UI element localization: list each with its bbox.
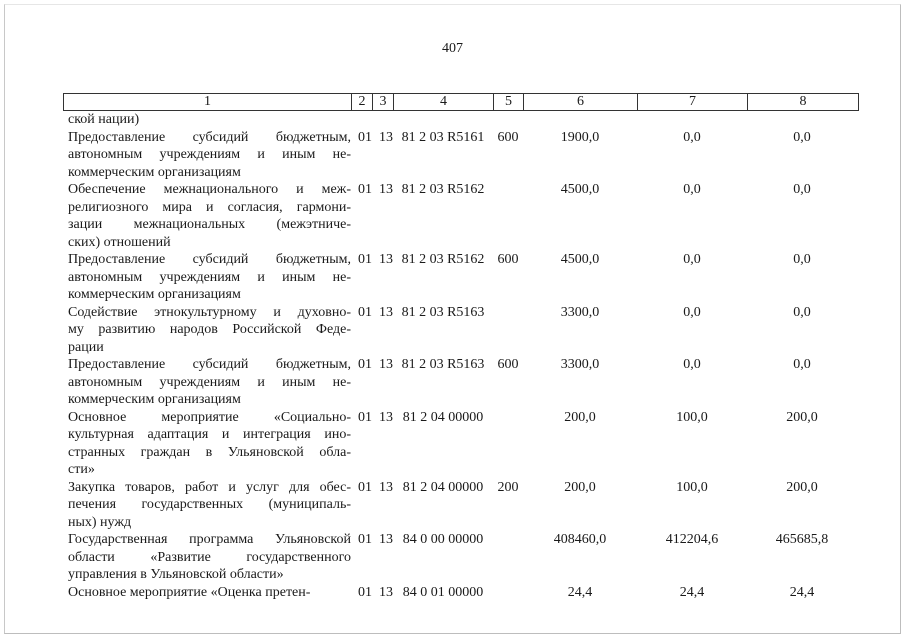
amount-col-6: 1900,0 <box>560 129 600 145</box>
amount-col-8: 0,0 <box>793 304 811 320</box>
amount-col-8: 465685,8 <box>775 532 829 547</box>
description-line: му развитию народов Российской Феде- <box>68 322 351 337</box>
amount-col-8: 24,4 <box>789 584 815 600</box>
expense-type-code <box>493 531 523 584</box>
description-line: странных граждан в Ульяновской обла- <box>68 444 351 460</box>
section-code: 01 <box>358 304 372 320</box>
subsection-code <box>372 111 393 129</box>
subsection-code: 13 <box>379 357 393 372</box>
amount-col-7: 0,0 <box>683 304 701 320</box>
description-line: ских) отношений <box>68 234 171 250</box>
amount-col-7: 412204,6 <box>665 532 719 547</box>
row-description <box>63 304 351 357</box>
description-line: Предоставление субсидий бюджетным, <box>68 129 351 145</box>
target-article-code: 81 2 03 R5162 <box>401 182 485 197</box>
table-row <box>63 531 857 584</box>
target-article-code: 84 0 00 00000 <box>402 532 484 547</box>
row-description <box>63 409 351 479</box>
amount-col-6: 4500,0 <box>560 182 600 197</box>
expense-type-code <box>493 181 523 251</box>
target-article-code: 81 2 03 R5161 <box>401 129 485 145</box>
expense-type-code <box>493 304 523 357</box>
section-code: 01 <box>358 479 372 495</box>
target-article-code: 81 2 04 00000 <box>402 409 484 425</box>
description-line: коммерческим организациям <box>68 392 241 407</box>
amount-col-8: 0,0 <box>793 252 811 267</box>
subsection-code: 13 <box>379 252 393 267</box>
table-row <box>63 181 857 251</box>
description-line: религиозного мира и согласия, гармони- <box>68 199 351 215</box>
section-code: 01 <box>358 584 372 600</box>
amount-col-7: 100,0 <box>676 409 708 425</box>
row-description <box>63 584 351 602</box>
amount-col-6: 200,0 <box>564 479 596 495</box>
expense-type-code: 200 <box>497 479 519 495</box>
description-line: Закупка товаров, работ и услуг для обес- <box>68 479 351 495</box>
row-description <box>63 356 351 409</box>
target-article-code: 81 2 03 R5163 <box>401 357 485 372</box>
description-line: коммерческим организациям <box>68 287 241 302</box>
amount-col-6: 4500,0 <box>560 252 600 267</box>
amount-col-6: 24,4 <box>567 584 593 600</box>
row-description <box>63 181 351 251</box>
row-description <box>63 479 351 532</box>
section-code: 01 <box>358 409 372 425</box>
expense-type-code <box>493 111 523 129</box>
description-line: Предоставление субсидий бюджетным, <box>68 252 351 267</box>
amount-col-6: 408460,0 <box>553 532 607 547</box>
subsection-code: 13 <box>379 182 393 197</box>
amount-col-8: 0,0 <box>793 357 811 372</box>
table-body <box>63 111 857 601</box>
description-line: Основное мероприятие «Оценка претен- <box>68 584 311 600</box>
subsection-code: 13 <box>379 304 393 320</box>
header-col-8: 8 <box>799 94 807 109</box>
target-article-code: 81 2 03 R5163 <box>401 304 485 320</box>
subsection-code: 13 <box>379 532 393 547</box>
header-col-6: 6 <box>524 94 638 110</box>
amount-col-6: 3300,0 <box>560 304 600 320</box>
amount-col-8 <box>747 111 857 129</box>
section-code: 01 <box>358 182 372 197</box>
expense-type-code <box>493 409 523 479</box>
description-line: автономным учреждениям и иным не- <box>68 269 351 285</box>
page-number: 407 <box>442 41 463 56</box>
description-line: сти» <box>68 462 95 477</box>
description-line: управления в Ульяновской области» <box>68 567 284 582</box>
amount-col-7: 24,4 <box>679 584 705 600</box>
header-col-1: 1 <box>64 94 352 110</box>
description-line: области «Развитие государственного <box>68 549 351 565</box>
description-line: Основное мероприятие «Социально- <box>68 409 351 425</box>
header-col-3: 3 <box>373 94 394 110</box>
table-header <box>63 93 859 111</box>
description-line: коммерческим организациям <box>68 164 241 180</box>
description-line: печения государственных (муниципаль- <box>68 497 351 512</box>
expense-type-code: 600 <box>497 357 519 372</box>
table-row <box>63 111 857 129</box>
row-description <box>63 531 351 584</box>
section-code <box>351 111 372 129</box>
description-line: автономным учреждениям и иным не- <box>68 374 351 390</box>
description-line: ных) нужд <box>68 514 132 530</box>
description-line: зации межнациональных (межэтниче- <box>68 217 351 232</box>
amount-col-7 <box>637 111 747 129</box>
amount-col-8: 200,0 <box>786 479 818 495</box>
table-row <box>63 584 857 602</box>
table-row <box>63 304 857 357</box>
header-col-7: 7 <box>638 94 748 110</box>
subsection-code: 13 <box>379 479 393 495</box>
description-line: Содействие этнокультурному и духовно- <box>68 304 351 320</box>
section-code: 01 <box>358 252 372 267</box>
section-code: 01 <box>358 532 372 547</box>
row-description <box>63 129 351 182</box>
subsection-code: 13 <box>379 129 393 145</box>
subsection-code: 13 <box>379 584 393 600</box>
target-article-code: 81 2 04 00000 <box>402 479 484 495</box>
section-code: 01 <box>358 129 372 145</box>
target-article-code: 81 2 03 R5162 <box>401 252 485 267</box>
target-article-code: 84 0 01 00000 <box>402 584 484 600</box>
amount-col-6 <box>523 111 637 129</box>
description-line: автономным учреждениям и иным не- <box>68 147 351 162</box>
header-col-4: 4 <box>394 94 494 110</box>
header-col-5: 5 <box>494 94 524 110</box>
description-line: рации <box>68 339 104 355</box>
section-code: 01 <box>358 357 372 372</box>
description-line: ской нации) <box>68 112 140 127</box>
row-description <box>63 111 351 129</box>
expense-type-code <box>493 584 523 602</box>
table-row <box>63 409 857 479</box>
subsection-code: 13 <box>379 409 393 425</box>
amount-col-7: 0,0 <box>683 252 701 267</box>
description-line: Государственная программа Ульяновской <box>68 532 351 547</box>
table-row <box>63 479 857 532</box>
expense-type-code: 600 <box>497 129 519 145</box>
target-article-code <box>393 111 493 129</box>
amount-col-8: 0,0 <box>793 129 811 145</box>
description-line: культурная адаптация и интеграция ино- <box>68 427 351 442</box>
amount-col-6: 200,0 <box>564 409 596 425</box>
amount-col-8: 0,0 <box>793 182 811 197</box>
amount-col-7: 0,0 <box>683 357 701 372</box>
description-line: Обеспечение межнационального и меж- <box>68 182 351 197</box>
header-col-2: 2 <box>352 94 373 110</box>
description-line: Предоставление субсидий бюджетным, <box>68 357 351 372</box>
table-row <box>63 129 857 182</box>
amount-col-7: 0,0 <box>683 129 701 145</box>
amount-col-6: 3300,0 <box>560 357 600 372</box>
row-description <box>63 251 351 304</box>
document-page <box>4 4 901 634</box>
table-row <box>63 356 857 409</box>
table-row <box>63 251 857 304</box>
amount-col-8: 200,0 <box>786 409 818 425</box>
amount-col-7: 100,0 <box>676 479 708 495</box>
expense-type-code: 600 <box>497 252 519 267</box>
amount-col-7: 0,0 <box>683 182 701 197</box>
